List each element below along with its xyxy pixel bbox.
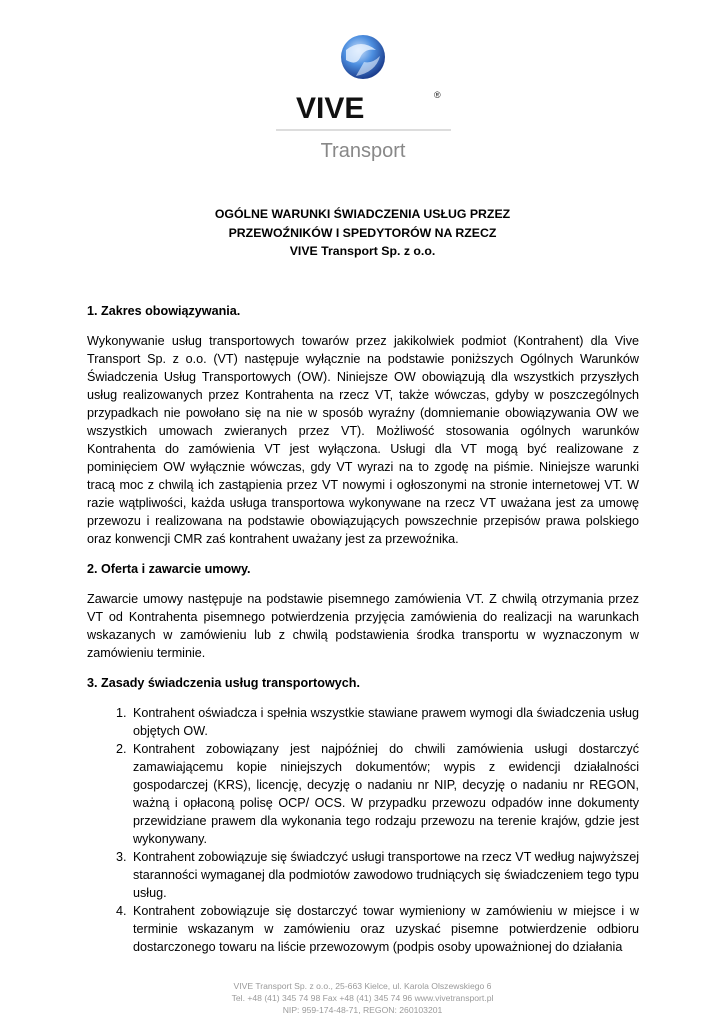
title-line: OGÓLNE WARUNKI ŚWIADCZENIA USŁUG PRZEZ bbox=[214, 207, 511, 221]
list-item: 3. Kontrahent zobowiązuje się świadczyć usługi transportowe na rzecz VT według najwyższej staranności wymaganej dla podmiotów zawodowo trudniących się świadczeniem tego typu usług. bbox=[130, 848, 639, 902]
list-item: 4. Kontrahent zobowiązuje się dostarczyć towar wymieniony w zamówieniu w miejsce i w terminie wskazanym w zamówieniu oraz uzyskać pisemne potwierdzenie odbioru dostarczonego towaru na liście przewozowym (podpis osoby upoważnionej do działania bbox=[130, 902, 639, 956]
section-heading: 3. Zasady świadczenia usług transportowych. bbox=[87, 676, 360, 690]
title-line: VIVE Transport Sp. z o.o. bbox=[289, 244, 436, 258]
section-paragraph: Wykonywanie usług transportowych towarów przez jakikolwiek podmiot (Kontrahent) dla Vive Transport Sp. z o.o. (VT) następuje wyłącznie na podstawie poniższych Ogólnych Warunków Świadczenia Usług Transportowych (OW). Niniejsze OW obowiązują dla wszystkich przyszłych usług realizowanych przez Kontrahenta na rzecz VT, także wówczas, gdyby w poszczególnych przypadkach nie powołano się na nie w sposób wyraźny (domniemanie obowiązywania OW we wszystkich umowach zwieranych przez VT). Możliwość stosowania ogólnych warunków Kontrahenta do zamówienia VT jest wyłączona. Usługi dla VT mogą być realizowane z pominięciem OW wyłącznie wówczas, gdy VT wyrazi na to zgodę na piśmie. Niniejsze warunki tracą moc z chwilą ich zastąpienia przez VT nowymi i ogłoszonymi na stronie internetowej VT. W razie wątpliwości, każda usługa transportowa wykonywane na rzecz VT uważana jest za umowę przewozu i realizowana na podstawie obowiązujących powszechnie przepisów prawa polskiego oraz konwencji CMR zaś kontrahent uważany jest za przewoźnika. bbox=[87, 334, 639, 546]
document-body bbox=[87, 302, 639, 956]
footer-ids: NIP: 959-174-48-71, REGON: 260103201 bbox=[282, 1005, 443, 1015]
footer-address: VIVE Transport Sp. z o.o., 25-663 Kielce, ul. Karola Olszewskiego 6 bbox=[233, 981, 492, 991]
section-paragraph: Zawarcie umowy następuje na podstawie pisemnego zamówienia VT. Z chwilą otrzymania przez VT od Kontrahenta pisemnego potwierdzenia przyjęcia zamówienia do realizacji na warunkach wskazanych w zamówieniu lub z chwilą podstawienia środka transportu w wyznaczonym w zamówieniu terminie. bbox=[87, 592, 639, 660]
section-heading: 2. Oferta i zawarcie umowy. bbox=[87, 562, 251, 576]
list-item: 1. Kontrahent oświadcza i spełnia wszystkie stawiane prawem wymogi dla świadczenia usług objętych OW. bbox=[130, 704, 639, 740]
svg-text:®: ® bbox=[434, 90, 441, 100]
numbered-list bbox=[87, 704, 639, 956]
svg-text:VIVE: VIVE bbox=[296, 92, 365, 125]
title-line: PRZEWOŹNIKÓW I SPEDYTORÓW NA RZECZ bbox=[228, 225, 497, 240]
page-footer bbox=[0, 980, 725, 1036]
list-item: 2. Kontrahent zobowiązany jest najpóźniej do chwili zamówienia usługi dostarczyć zamawiającemu kopie niniejszych dokumentów; wypis z ewidencji działalności gospodarczej (KRS), licencję, decyzję o nadaniu nr NIP, decyzję o nadaniu nr REGON, ważną i opłaconą polisę OCP/ OCS. W przypadku przewozu odpadów inne dokumenty przewidziane prawem dla wykonania tego rodzaju przewozu na terenie krajów, gdzie jest wykonywany. bbox=[130, 740, 639, 848]
svg-text:Transport: Transport bbox=[320, 140, 406, 162]
section-heading: 1. Zakres obowiązywania. bbox=[87, 304, 241, 318]
footer-contact: Tel. +48 (41) 345 74 98 Fax +48 (41) 345 74 96 www.vivetransport.pl bbox=[231, 993, 494, 1003]
